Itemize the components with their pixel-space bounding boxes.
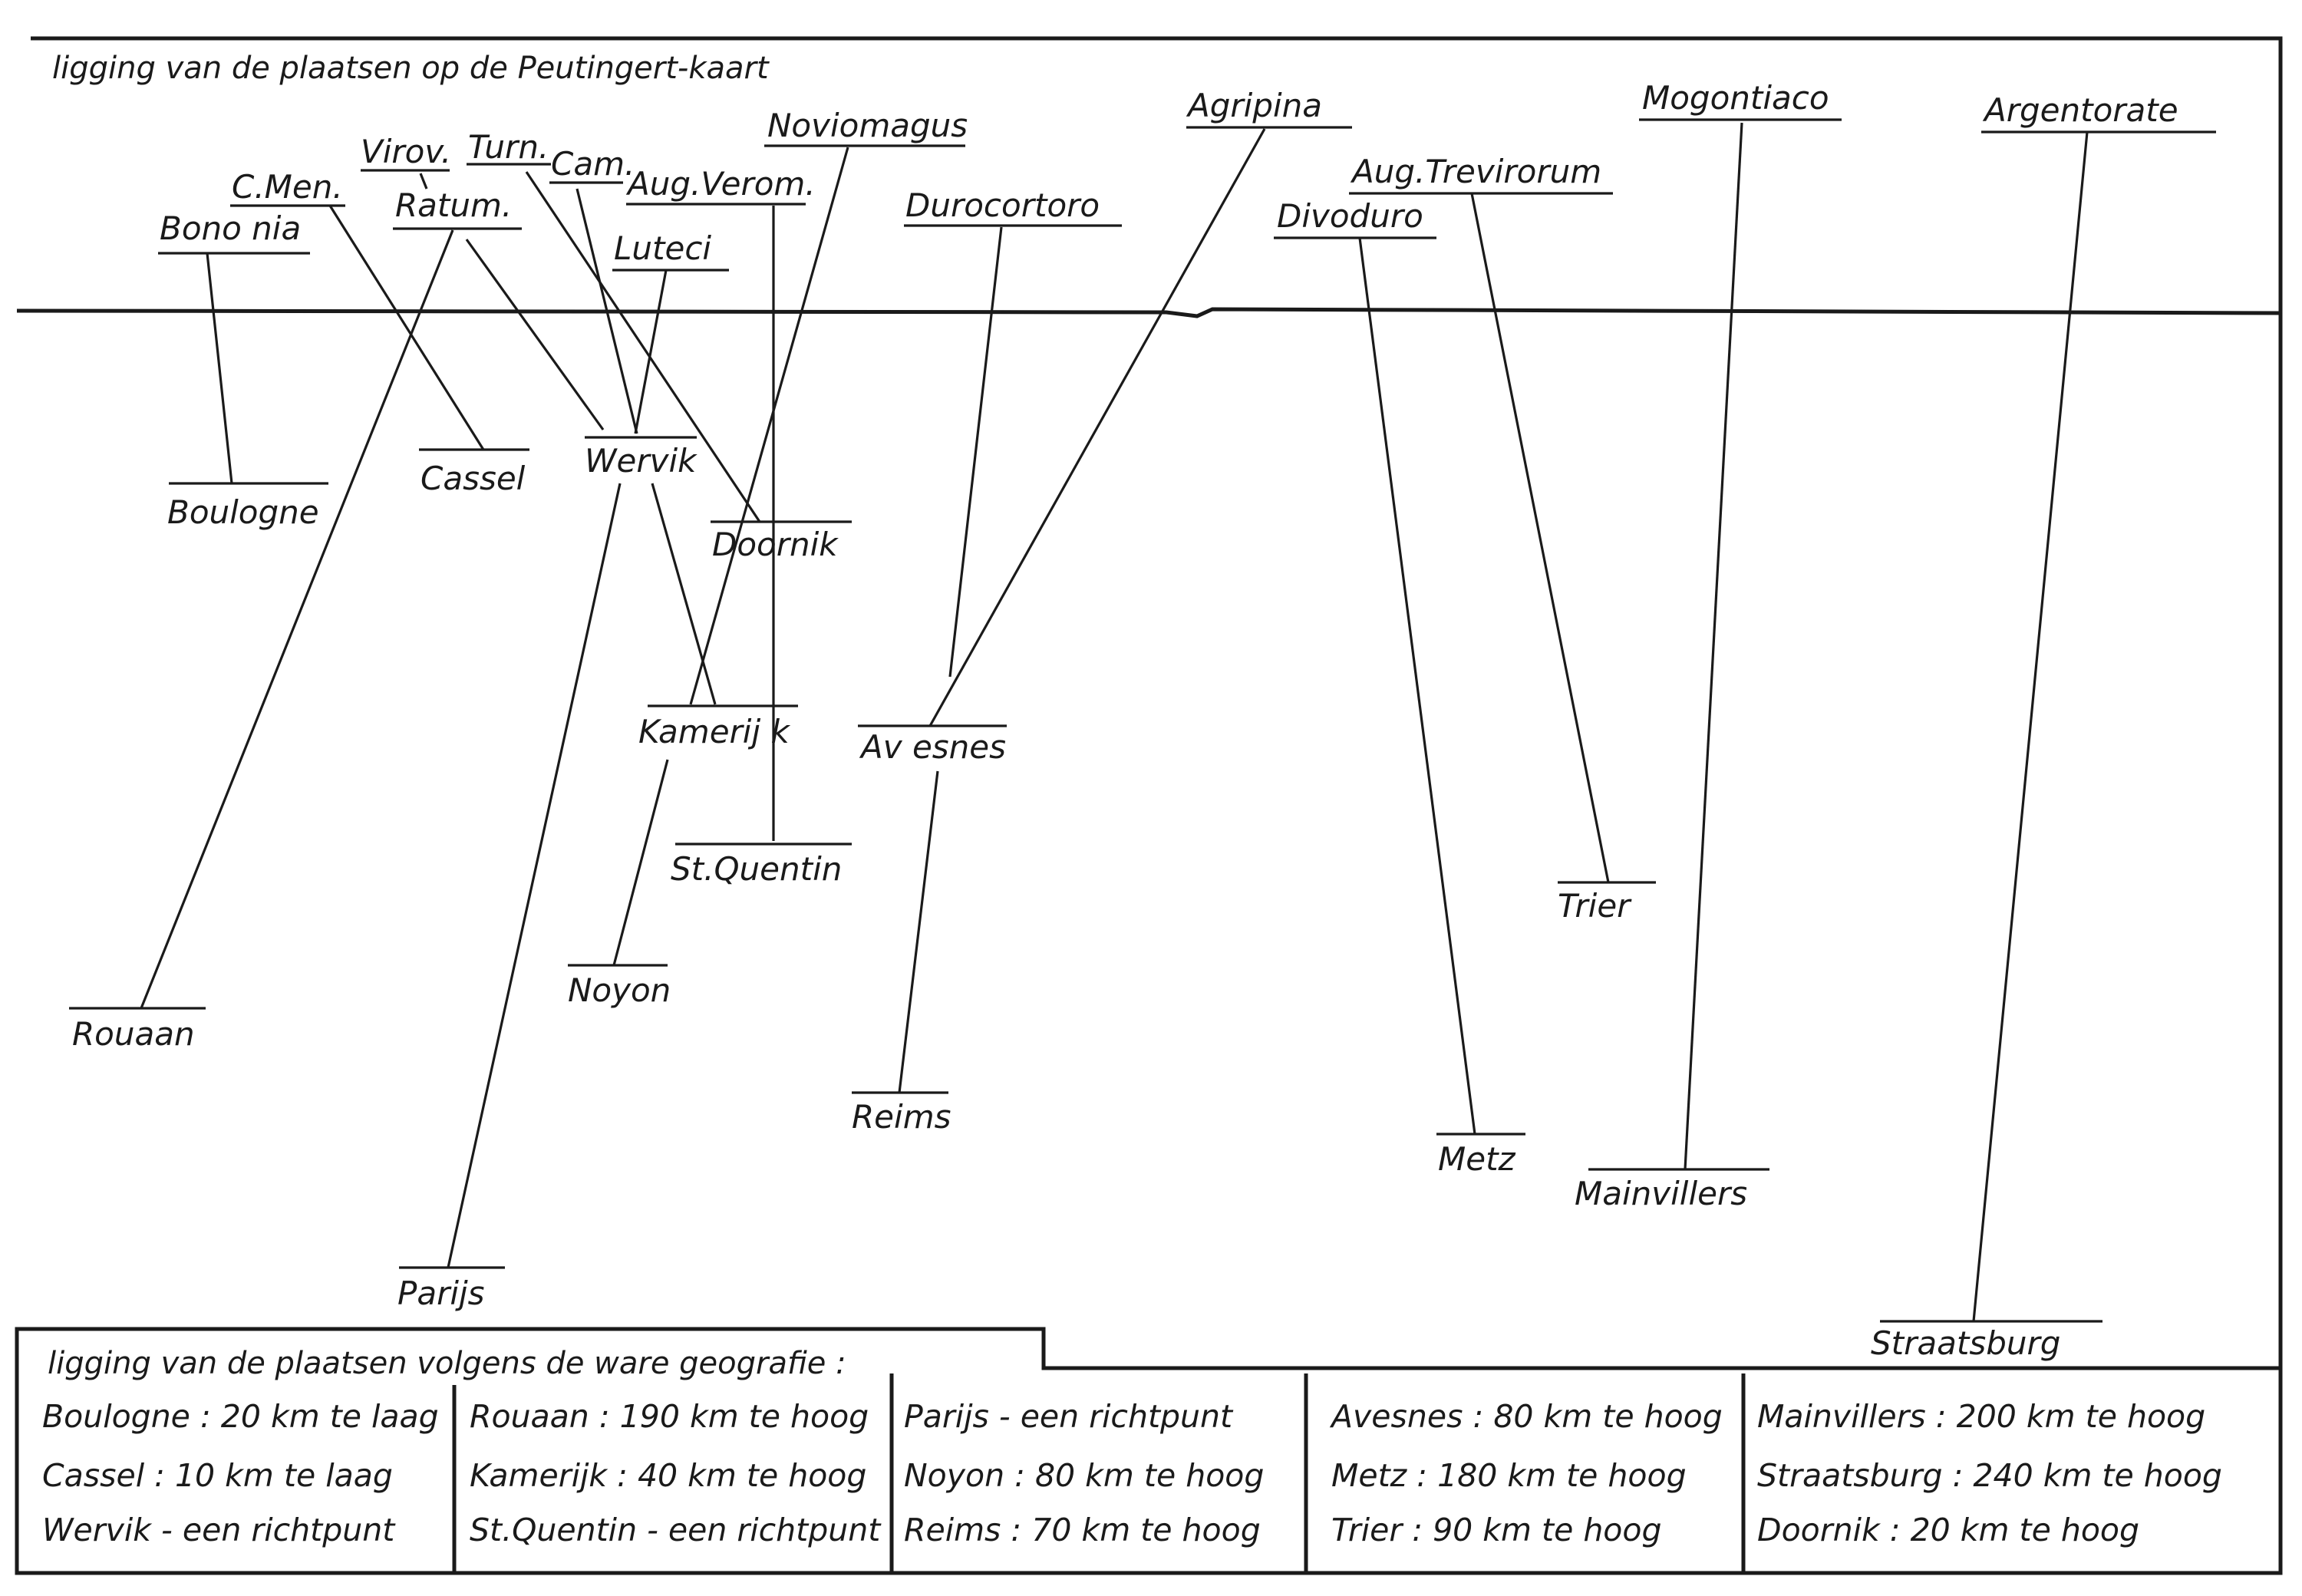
peutinger-place-label-virov: Virov.	[361, 133, 452, 170]
real-place-label-rouaan: Rouaan	[72, 1015, 195, 1053]
real-place-label-cassel: Cassel	[420, 460, 526, 497]
real-places	[72, 442, 2060, 1362]
legend-note: Metz : 180 km te hoog	[1331, 1457, 1687, 1494]
connection-line-wervik-kamerijk	[652, 483, 715, 704]
connection-line-bononia-boulogne	[207, 253, 232, 483]
peutinger-place-label-ratum: Ratum.	[395, 186, 513, 224]
connection-line-avesnes-reims	[899, 771, 938, 1093]
peutinger-place-label-argentorate: Argentorate	[1984, 91, 2178, 129]
divider-line	[17, 309, 2281, 316]
legend-note: Mainvillers : 200 km te hoog	[1757, 1398, 2206, 1435]
top-title: ligging van de plaatsen op de Peutingert-kaart	[52, 51, 769, 86]
legend-note: Kamerijk : 40 km te hoog	[470, 1457, 867, 1494]
legend-note: Noyon : 80 km te hoog	[904, 1457, 1265, 1494]
real-place-label-doornik: Doornik	[712, 526, 838, 563]
peutinger-place-label-cam: Cam.	[551, 145, 635, 183]
peutinger-place-label-agripina: Agripina	[1188, 87, 1323, 124]
peutinger-place-label-noviomagus: Noviomagus	[767, 107, 968, 144]
real-place-label-straatsburg: Straatsburg	[1871, 1324, 2061, 1362]
real-place-label-metz: Metz	[1438, 1140, 1515, 1178]
bottom-title: ligging van de plaatsen volgens de ware geografie :	[48, 1346, 846, 1381]
legend-note: Cassel : 10 km te laag	[42, 1457, 393, 1494]
legend-note: Straatsburg : 240 km te hoog	[1757, 1457, 2222, 1494]
real-place-label-wervik: Wervik	[585, 442, 697, 480]
peutinger-place-label-turn: Turn.	[468, 128, 549, 166]
legend-note: Boulogne : 20 km te laag	[42, 1398, 439, 1435]
connection-line-wervik-parijs	[448, 483, 620, 1268]
real-place-label-parijs: Parijs	[397, 1274, 485, 1312]
peutinger-place-label-bononia: Bono nia	[160, 209, 302, 247]
legend-note: Rouaan : 190 km te hoog	[470, 1398, 869, 1435]
real-place-label-noyon: Noyon	[568, 971, 671, 1009]
real-place-label-boulogne: Boulogne	[167, 493, 319, 531]
real-place-label-avesnes: Av esnes	[861, 728, 1006, 766]
peutinger-place-label-luteci: Luteci	[614, 229, 712, 267]
connection-line-ratum-wervik	[467, 239, 603, 430]
real-place-label-trier: Trier	[1558, 887, 1631, 925]
connection-line-durocortoro-avesnes	[950, 227, 1001, 677]
connection-line-luteci-wervik	[635, 270, 666, 434]
legend-note: Trier : 90 km te hoog	[1331, 1512, 1662, 1548]
legend-note: Parijs - een richtpunt	[904, 1398, 1233, 1435]
real-place-label-stquentin: St.Quentin	[671, 850, 843, 888]
peutinger-places	[160, 79, 2178, 267]
real-place-label-reims: Reims	[852, 1098, 951, 1136]
legend-note: St.Quentin - een richtpunt	[470, 1512, 881, 1548]
connection-line-noviomagus-kamerijk	[691, 147, 848, 704]
peutinger-place-label-divoduro: Divoduro	[1277, 197, 1423, 235]
real-place-label-mainvillers: Mainvillers	[1575, 1175, 1748, 1212]
connection-lines	[141, 123, 2087, 1321]
connection-line-ratum-rouaan	[141, 230, 453, 1008]
label-underlines	[69, 120, 2216, 1321]
legend-note: Doornik : 20 km te hoog	[1757, 1512, 2140, 1548]
connection-line-divoduro-metz	[1360, 238, 1475, 1134]
peutinger-place-label-durocortoro: Durocortoro	[905, 186, 1100, 224]
legend-note: Wervik - een richtpunt	[42, 1512, 395, 1548]
legend-note: Avesnes : 80 km te hoog	[1331, 1398, 1723, 1435]
connection-line-kamerijk-noyon	[614, 760, 668, 965]
peutinger-place-label-cmen: C.Men.	[232, 168, 343, 206]
real-place-label-kamerijk: Kamerij k	[638, 713, 790, 750]
peutinger-place-label-mogontiaco: Mogontiaco	[1642, 79, 1829, 117]
connection-line-cmen-cassel	[330, 206, 483, 450]
connection-line-mogontiaco-mainvillers	[1685, 123, 1742, 1169]
peutinger-place-label-augtrevirorum: Aug.Trevirorum	[1352, 153, 1602, 190]
legend-notes	[42, 1398, 2222, 1548]
peutinger-place-label-augverom: Aug.Verom.	[628, 165, 816, 203]
legend-note: Reims : 70 km te hoog	[904, 1512, 1261, 1548]
connection-line-augtrevirorum-trier	[1472, 193, 1608, 882]
